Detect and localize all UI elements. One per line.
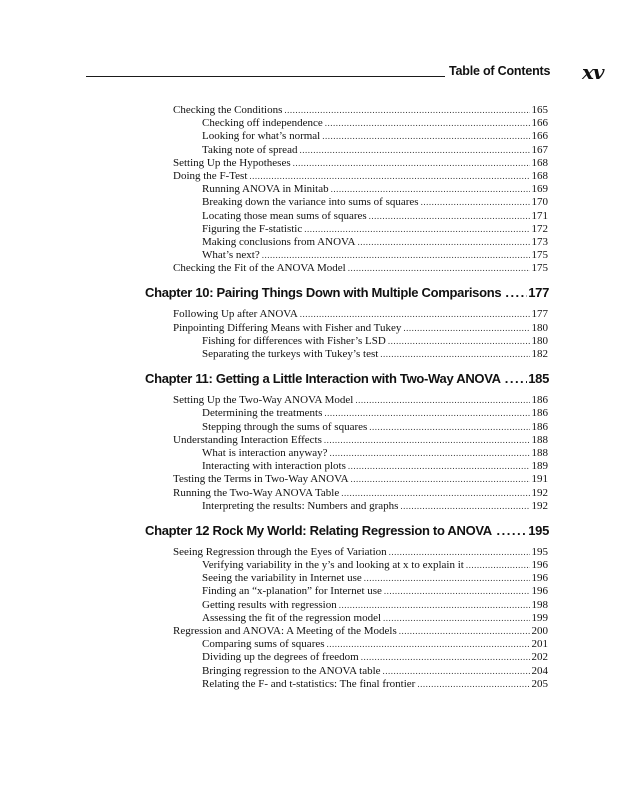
toc-section-entry[interactable]: [173, 434, 548, 447]
entry-title: Bringing regression to the ANOVA table: [202, 664, 381, 677]
entry-title: What is interaction anyway?: [202, 446, 328, 459]
entry-page-number: 180: [531, 334, 548, 347]
dot-leader: [361, 651, 530, 664]
entry-title: Following Up after ANOVA: [173, 308, 298, 321]
dot-leader: [369, 210, 530, 223]
dot-leader: [388, 335, 530, 348]
dot-leader: [399, 625, 530, 638]
entry-title: Running ANOVA in Minitab: [202, 183, 329, 196]
dot-leader: [331, 183, 530, 196]
entry-page-number: 195: [531, 545, 548, 558]
dot-leader: [383, 612, 529, 625]
toc-subsection-entry[interactable]: [202, 335, 548, 348]
header-rule: [86, 76, 445, 77]
entry-page-number: 196: [531, 559, 548, 572]
entry-title: Taking note of spread: [202, 143, 298, 156]
entry-title: Making conclusions from ANOVA: [202, 235, 356, 248]
toc-subsection-entry[interactable]: [202, 196, 548, 209]
dot-leader: [330, 447, 530, 460]
table-of-contents: [0, 104, 637, 691]
entry-page-number: 201: [531, 638, 548, 651]
entry-title: What’s next?: [202, 249, 260, 262]
entry-page-number: 171: [531, 209, 548, 222]
entry-page-number: 175: [531, 262, 548, 275]
toc-subsection-entry[interactable]: [202, 460, 548, 473]
toc-subsection-entry[interactable]: [202, 348, 548, 361]
toc-subsection-entry[interactable]: [202, 572, 548, 585]
dot-leader: [357, 236, 529, 249]
dot-leader: [403, 322, 529, 335]
dot-leader: [351, 473, 530, 486]
entry-title: Pinpointing Differing Means with Fisher and Tukey: [173, 321, 402, 334]
entry-page-number: 173: [531, 235, 548, 248]
entry-page-number: 166: [531, 117, 548, 130]
entry-page-number: 189: [531, 460, 548, 473]
toc-section-entry[interactable]: [173, 308, 548, 321]
chapter-page-number: 177: [528, 285, 549, 301]
entry-page-number: 168: [531, 156, 548, 169]
entry-title: Setting Up the Hypotheses: [173, 156, 291, 169]
toc-section-entry[interactable]: [173, 322, 548, 335]
entry-title: Comparing sums of squares: [202, 638, 325, 651]
toc-subsection-entry[interactable]: [202, 599, 548, 612]
toc-section-entry[interactable]: [173, 473, 548, 486]
dot-leader: [325, 117, 530, 130]
dot-leader: [348, 460, 530, 473]
toc-section-entry[interactable]: [173, 170, 548, 183]
entry-page-number: 188: [531, 446, 548, 459]
entry-page-number: 186: [531, 420, 548, 433]
toc-subsection-entry[interactable]: [202, 585, 548, 598]
toc-subsection-entry[interactable]: [202, 447, 548, 460]
entry-page-number: 169: [531, 183, 548, 196]
dot-leader: [466, 559, 530, 572]
toc-subsection-entry[interactable]: [202, 612, 548, 625]
toc-subsection-entry[interactable]: [202, 421, 548, 434]
entry-title: Getting results with regression: [202, 598, 337, 611]
entry-title: Checking the Fit of the ANOVA Model: [173, 262, 346, 275]
dot-leader: [300, 308, 530, 321]
entry-page-number: 166: [531, 130, 548, 143]
chapter-page-number: 185: [528, 371, 549, 387]
dot-leader: [324, 407, 529, 420]
entry-page-number: 196: [531, 572, 548, 585]
dot-leader: [417, 678, 529, 691]
entry-title: Assessing the fit of the regression model: [202, 611, 382, 624]
toc-subsection-entry[interactable]: [202, 407, 548, 420]
dot-leader: [383, 665, 530, 678]
entry-title: Looking for what’s normal: [202, 130, 321, 143]
dot-leader: [355, 394, 529, 407]
entry-title: Interpreting the results: Numbers and graphs: [202, 499, 399, 512]
entry-title: Doing the F-Test: [173, 169, 248, 182]
entry-page-number: 180: [531, 321, 548, 334]
toc-section-entry[interactable]: [173, 104, 548, 117]
entry-title: Figuring the F-statistic: [202, 222, 303, 235]
toc-subsection-entry[interactable]: [202, 249, 548, 262]
toc-subsection-entry[interactable]: [202, 638, 548, 651]
dot-leader: [369, 421, 529, 434]
dot-leader: [421, 196, 530, 209]
entry-page-number: 192: [531, 486, 548, 499]
chapter-heading[interactable]: [145, 285, 549, 303]
dot-leader: [299, 144, 529, 157]
entry-page-number: 170: [531, 196, 548, 209]
toc-subsection-entry[interactable]: [202, 117, 548, 130]
page-number: xv: [582, 60, 604, 84]
entry-title: Interacting with interaction plots: [202, 460, 346, 473]
entry-page-number: 182: [531, 348, 548, 360]
running-header-title: Table of Contents: [449, 64, 551, 78]
entry-page-number: 167: [531, 143, 548, 156]
dot-leader: [348, 262, 530, 275]
toc-section-entry[interactable]: [173, 625, 548, 638]
entry-page-number: 165: [531, 104, 548, 116]
dot-leader: [364, 572, 530, 585]
dot-leader: [400, 500, 529, 513]
dot-leader: [389, 546, 530, 559]
dot-leader: [341, 487, 529, 500]
entry-page-number: 168: [531, 169, 548, 182]
dot-leader: [322, 130, 529, 143]
dot-leader: [505, 285, 527, 300]
toc-subsection-entry[interactable]: [202, 183, 548, 196]
entry-title: Locating those mean sums of squares: [202, 209, 367, 222]
entry-title: Regression and ANOVA: A Meeting of the Models: [173, 625, 397, 637]
entry-title: Determining the treatments: [202, 407, 323, 420]
entry-page-number: 186: [531, 407, 548, 420]
chapter-heading[interactable]: [145, 371, 549, 389]
dot-leader: [380, 348, 529, 361]
entry-page-number: 205: [531, 677, 548, 690]
entry-page-number: 198: [531, 598, 548, 611]
entry-page-number: 204: [531, 664, 548, 677]
entry-title: Verifying variability in the y’s and looking at x to explain it: [202, 559, 464, 572]
toc-subsection-entry[interactable]: [202, 665, 548, 678]
entry-title: Relating the F- and t-statistics: The final frontier: [202, 677, 416, 690]
entry-page-number: 188: [531, 433, 548, 446]
entry-title: Fishing for differences with Fisher’s LSD: [202, 334, 386, 347]
toc-subsection-entry[interactable]: [202, 559, 548, 572]
dot-leader: [496, 523, 527, 538]
entry-title: Finding an “x-planation” for Internet use: [202, 585, 382, 598]
entry-title: Separating the turkeys with Tukey’s test: [202, 348, 379, 360]
toc-subsection-entry[interactable]: [202, 210, 548, 223]
entry-title: Setting Up the Two-Way ANOVA Model: [173, 394, 354, 407]
dot-leader: [384, 585, 530, 598]
entry-page-number: 191: [531, 473, 548, 486]
entry-page-number: 177: [531, 308, 548, 321]
chapter-heading[interactable]: [145, 523, 549, 541]
entry-page-number: 186: [531, 394, 548, 407]
toc-section-entry[interactable]: [173, 394, 548, 407]
toc-subsection-entry[interactable]: [202, 236, 548, 249]
toc-subsection-entry[interactable]: [202, 130, 548, 143]
dot-leader: [293, 157, 530, 170]
toc-subsection-entry[interactable]: [202, 651, 548, 664]
dot-leader: [304, 223, 529, 236]
dot-leader: [249, 170, 529, 183]
entry-page-number: 196: [531, 585, 548, 598]
entry-title: Seeing the variability in Internet use: [202, 572, 362, 585]
entry-page-number: 200: [531, 625, 548, 637]
entry-page-number: 202: [531, 651, 548, 664]
entry-page-number: 192: [531, 499, 548, 512]
toc-subsection-entry[interactable]: [202, 500, 548, 513]
entry-title: Checking the Conditions: [173, 104, 283, 116]
dot-leader: [324, 434, 530, 447]
entry-title: Stepping through the sums of squares: [202, 420, 368, 433]
chapter-title: Chapter 12 Rock My World: Relating Regression to ANOVA: [145, 522, 492, 538]
entry-page-number: 175: [531, 249, 548, 262]
dot-leader: [327, 638, 530, 651]
dot-leader: [284, 104, 529, 117]
toc-subsection-entry[interactable]: [202, 223, 548, 236]
entry-title: Breaking down the variance into sums of squares: [202, 196, 419, 209]
chapter-title: Chapter 10: Pairing Things Down with Multiple Comparisons: [145, 285, 502, 301]
entry-title: Dividing up the degrees of freedom: [202, 651, 359, 664]
entry-title: Testing the Terms in Two-Way ANOVA: [173, 473, 349, 486]
entry-title: Checking off independence: [202, 117, 323, 130]
dot-leader: [339, 599, 530, 612]
toc-section-entry[interactable]: [173, 487, 548, 500]
entry-page-number: 199: [531, 611, 548, 624]
entry-title: Running the Two-Way ANOVA Table: [173, 486, 340, 499]
toc-section-entry[interactable]: [173, 546, 548, 559]
dot-leader: [262, 249, 530, 262]
chapter-page-number: 195: [528, 522, 549, 538]
toc-section-entry[interactable]: [173, 157, 548, 170]
toc-subsection-entry[interactable]: [202, 144, 548, 157]
toc-subsection-entry[interactable]: [202, 678, 548, 691]
entry-page-number: 172: [531, 222, 548, 235]
chapter-title: Chapter 11: Getting a Little Interaction with Two-Way ANOVA: [145, 371, 501, 387]
entry-title: Understanding Interaction Effects: [173, 433, 322, 446]
entry-title: Seeing Regression through the Eyes of Variation: [173, 545, 387, 558]
dot-leader: [505, 371, 527, 386]
toc-section-entry[interactable]: [173, 262, 548, 275]
